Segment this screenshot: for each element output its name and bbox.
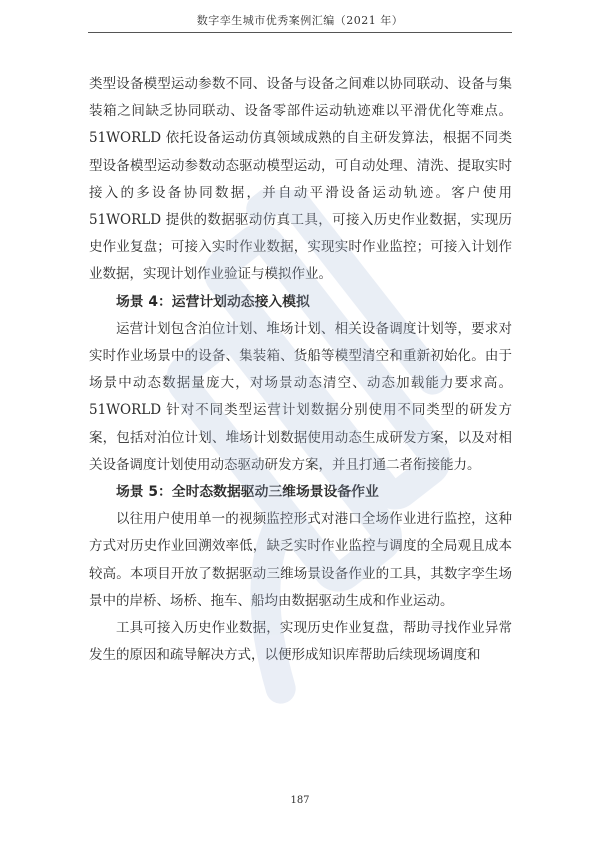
body-paragraph: 工具可接入历史作业数据，实现历史作业复盘，帮助寻找作业异常发生的原因和疏导解决方式，以便形成知识库帮助后续现场调度和 xyxy=(89,620,512,664)
body-paragraph: 以往用户使用单一的视频监控形式对港口全场作业进行监控，这种方式对历史作业回溯效率低，缺乏实时作业监控与调度的全局观且成本较高。本项目开放了数据驱动三维场景设备作业的工具，其数字孪生场景中的岸桥、场桥、拖车、船均由数据驱动生成和作业运动。 xyxy=(89,511,512,609)
body-paragraph: 运营计划包含泊位计划、堆场计划、相关设备调度计划等，要求对实时作业场景中的设备、集装箱、货船等模型清空和重新初始化。由于场景中动态数据量庞大，对场景动态清空、动态加载能力要求高。51WORLD 针对不同类型运营计划数据分别使用不同类型的研发方案，包括对泊位计划、堆场计划数据使用动态生成研发方案，以及对相关设备调度计划使用动态驱动研发方案，并且打通二者衔接能力。 xyxy=(89,320,512,473)
page-number: 187 xyxy=(290,795,310,806)
section-heading: 场景 4：运营计划动态接入模拟 xyxy=(116,293,310,310)
section-heading: 场景 5：全时态数据驱动三维场景设备作业 xyxy=(116,484,379,501)
header-rule xyxy=(88,32,512,33)
body-paragraph: 类型设备模型运动参数不同、设备与设备之间难以协同联动、设备与集装箱之间缺乏协同联动、设备零部件运动轨迹难以平滑优化等难点。51WORLD 依托设备运动仿真领域成熟的自主研发算法，根据不同类型设备模型运动参数动态驱动模型运动，可自动处理、清洗、提取实时接入的多设备协同数据，并自动平滑设备运动轨迹。客户使用 51WORLD 提供的数据驱动仿真工具，可接入历史作业数据，实现历史作业复盘；可接入实时作业数据，实现实时作业监控；可接入计划作业数据，实现计划作业验证与模拟作业。 xyxy=(89,76,512,283)
running-header: 数字孪生城市优秀案例汇编（2021 年） xyxy=(196,14,404,27)
page-content xyxy=(89,71,512,669)
